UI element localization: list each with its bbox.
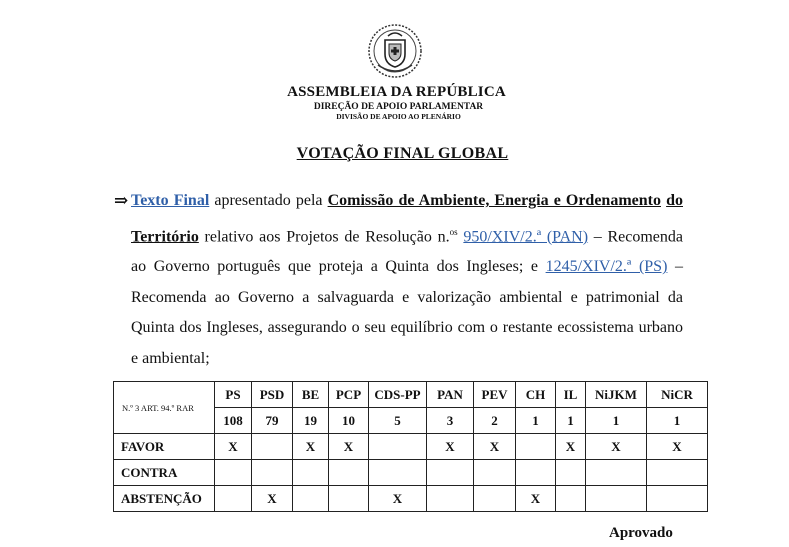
vote-cell: X	[215, 434, 252, 460]
seat-count: 5	[369, 408, 427, 434]
seat-count: 1	[647, 408, 708, 434]
party-name: IL	[556, 382, 586, 408]
vote-cell	[586, 460, 647, 486]
vote-cell	[556, 486, 586, 512]
party-name: NiCR	[647, 382, 708, 408]
vote-cell: X	[369, 486, 427, 512]
parliament-emblem-icon	[366, 20, 424, 82]
party-name: PAN	[427, 382, 474, 408]
vote-cell: X	[329, 434, 369, 460]
party-name: PSD	[252, 382, 293, 408]
vote-cell	[474, 460, 516, 486]
vote-cell: X	[516, 486, 556, 512]
seat-count: 3	[427, 408, 474, 434]
vote-row-label: FAVOR	[114, 434, 215, 460]
organization-name: ASSEMBLEIA DA REPÚBLICA	[287, 84, 506, 100]
vote-cell	[329, 486, 369, 512]
vote-cell	[215, 486, 252, 512]
vote-cell	[427, 486, 474, 512]
vote-cell	[427, 460, 474, 486]
vote-cell	[329, 460, 369, 486]
paragraph-text: apresentado pela	[209, 192, 328, 209]
vote-cell	[369, 434, 427, 460]
seat-count: 2	[474, 408, 516, 434]
vote-row-contra	[114, 460, 708, 486]
seat-count: 108	[215, 408, 252, 434]
vote-table	[113, 381, 708, 512]
vote-cell: X	[293, 434, 329, 460]
paragraph-text: – Recomenda ao Governo português que proteja a Quinta dos Ingleses; e	[131, 227, 684, 276]
paragraph-text: – Recomenda ao Governo a salvaguarda e valorização ambiental e patrimonial da Quinta dos Ingleses, assegurando o seu equilíbrio com o restante ecossistema urbano e ambiental;	[131, 258, 684, 367]
division-name: DIVISÃO DE APOIO AO PLENÁRIO	[336, 112, 461, 121]
party-name: CDS-PP	[369, 382, 427, 408]
seat-count: 19	[293, 408, 329, 434]
vote-cell	[293, 486, 329, 512]
vote-cell: X	[556, 434, 586, 460]
seat-count: 79	[252, 408, 293, 434]
vote-cell: X	[252, 486, 293, 512]
vote-cell: X	[474, 434, 516, 460]
vote-row-favor	[114, 434, 708, 460]
vote-cell: X	[427, 434, 474, 460]
vote-cell	[516, 434, 556, 460]
commission-name-continued: do Território	[131, 192, 683, 245]
rar-label: N.º 3 ART. 94.º RAR	[114, 382, 215, 434]
party-name: BE	[293, 382, 329, 408]
vote-cell	[556, 460, 586, 486]
vote-cell: X	[586, 434, 647, 460]
department-name: DIREÇÃO DE APOIO PARLAMENTAR	[313, 102, 484, 112]
vote-cell	[215, 460, 252, 486]
superscript-text: os	[449, 226, 458, 237]
page-title: VOTAÇÃO FINAL GLOBAL	[296, 145, 509, 162]
vote-row-abstencao	[114, 486, 708, 512]
party-name: CH	[516, 382, 556, 408]
arrow-icon: ⇒	[114, 191, 129, 210]
paragraph-text: relativo aos Projetos de Resolução n.	[198, 227, 450, 245]
seat-count: 10	[329, 408, 369, 434]
vote-cell	[647, 460, 708, 486]
party-name: PCP	[329, 382, 369, 408]
party-name: PS	[215, 382, 252, 408]
texto-final-link[interactable]: Texto Final	[131, 192, 210, 209]
resolution-paragraph	[131, 186, 683, 374]
vote-cell	[474, 486, 516, 512]
party-name: PEV	[474, 382, 516, 408]
party-header-row	[114, 382, 708, 408]
commission-name: Comissão de Ambiente, Energia e Ordenamento	[327, 192, 661, 209]
vote-result: Aprovado	[609, 525, 673, 541]
vote-cell	[586, 486, 647, 512]
vote-cell	[252, 434, 293, 460]
vote-cell	[647, 486, 708, 512]
vote-cell: X	[647, 434, 708, 460]
vote-cell	[252, 460, 293, 486]
vote-cell	[369, 460, 427, 486]
vote-row-label: ABSTENÇÃO	[114, 486, 215, 512]
vote-cell	[516, 460, 556, 486]
vote-row-label: CONTRA	[114, 460, 215, 486]
vote-cell	[293, 460, 329, 486]
seat-count: 1	[516, 408, 556, 434]
project-950-link[interactable]: 950/XIV/2.ª (PAN)	[463, 227, 589, 245]
project-1245-link[interactable]: 1245/XIV/2.ª (PS)	[545, 258, 668, 276]
seat-count: 1	[586, 408, 647, 434]
seat-count: 1	[556, 408, 586, 434]
party-name: NiJKM	[586, 382, 647, 408]
